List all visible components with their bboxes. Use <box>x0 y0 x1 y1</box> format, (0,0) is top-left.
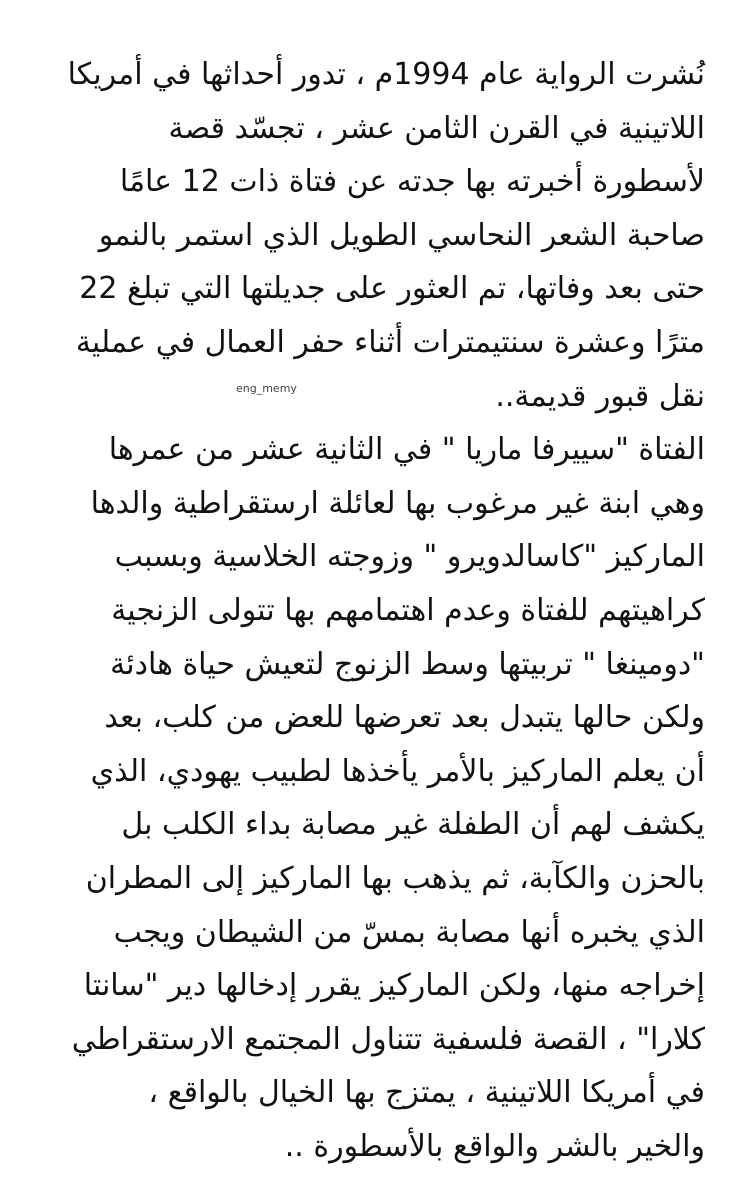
text-line: نقل قبور قديمة.. <box>495 378 705 414</box>
text-line: ولكن حالها يتبدل بعد تعرضها للعض من كلب، بعد <box>104 700 705 736</box>
text-line: إخراجه منها، ولكن الماركيز يقرر إدخالها دير "سانتا <box>83 968 705 1004</box>
text-line: كلارا" ، القصة فلسفية تتناول المجتمع الارستقراطي <box>71 1021 705 1057</box>
text-line: الذي يخبره أنها مصابة بمسّ من الشيطان ويجب <box>113 914 705 950</box>
text-line: كراهيتهم للفتاة وعدم اهتمامهم بها تتولى الزنجية <box>111 592 705 628</box>
text-line: الماركيز "كاسالدويرو " وزوجته الخلاسية وبسبب <box>114 539 705 575</box>
text-line: اللاتينية في القرن الثامن عشر ، تجسّد قصة <box>168 110 705 146</box>
text-line: مترًا وعشرة سنتيمترات أثناء حفر العمال في عملية <box>75 324 705 360</box>
text-line: الفتاة "سييرفا ماريا " في الثانية عشر من عمرها <box>108 432 705 468</box>
text-line: لأسطورة أخبرته بها جدته عن فتاة ذات 12 عامًا <box>119 164 705 200</box>
text-line: يكشف لهم أن الطفلة غير مصابة بداء الكلب بل <box>121 807 705 843</box>
text-line: والخير بالشر والواقع بالأسطورة .. <box>284 1128 705 1164</box>
article-text <box>33 48 705 1173</box>
text-line: "دومينغا " تربيتها وسط الزنوج لتعيش حياة هادئة <box>110 646 705 682</box>
watermark-username: eng_memy <box>236 382 297 395</box>
text-line: أن يعلم الماركيز بالأمر يأخذها لطبيب يهودي، الذي <box>90 753 705 789</box>
text-line: صاحبة الشعر النحاسي الطويل الذي استمر بالنمو <box>98 217 705 253</box>
text-line: نُشرت الرواية عام 1994م ، تدور أحداثها في أمريكا <box>67 57 705 92</box>
text-line: حتى بعد وفاتها، تم العثور على جديلتها التي تبلغ 22 <box>79 271 705 307</box>
text-line: في أمريكا اللاتينية ، يمتزج بها الخيال بالواقع ، <box>148 1075 705 1111</box>
text-line: وهي ابنة غير مرغوب بها لعائلة ارستقراطية والدها <box>90 485 705 521</box>
text-line: بالحزن والكآبة، ثم يذهب بها الماركيز إلى المطران <box>85 860 705 896</box>
